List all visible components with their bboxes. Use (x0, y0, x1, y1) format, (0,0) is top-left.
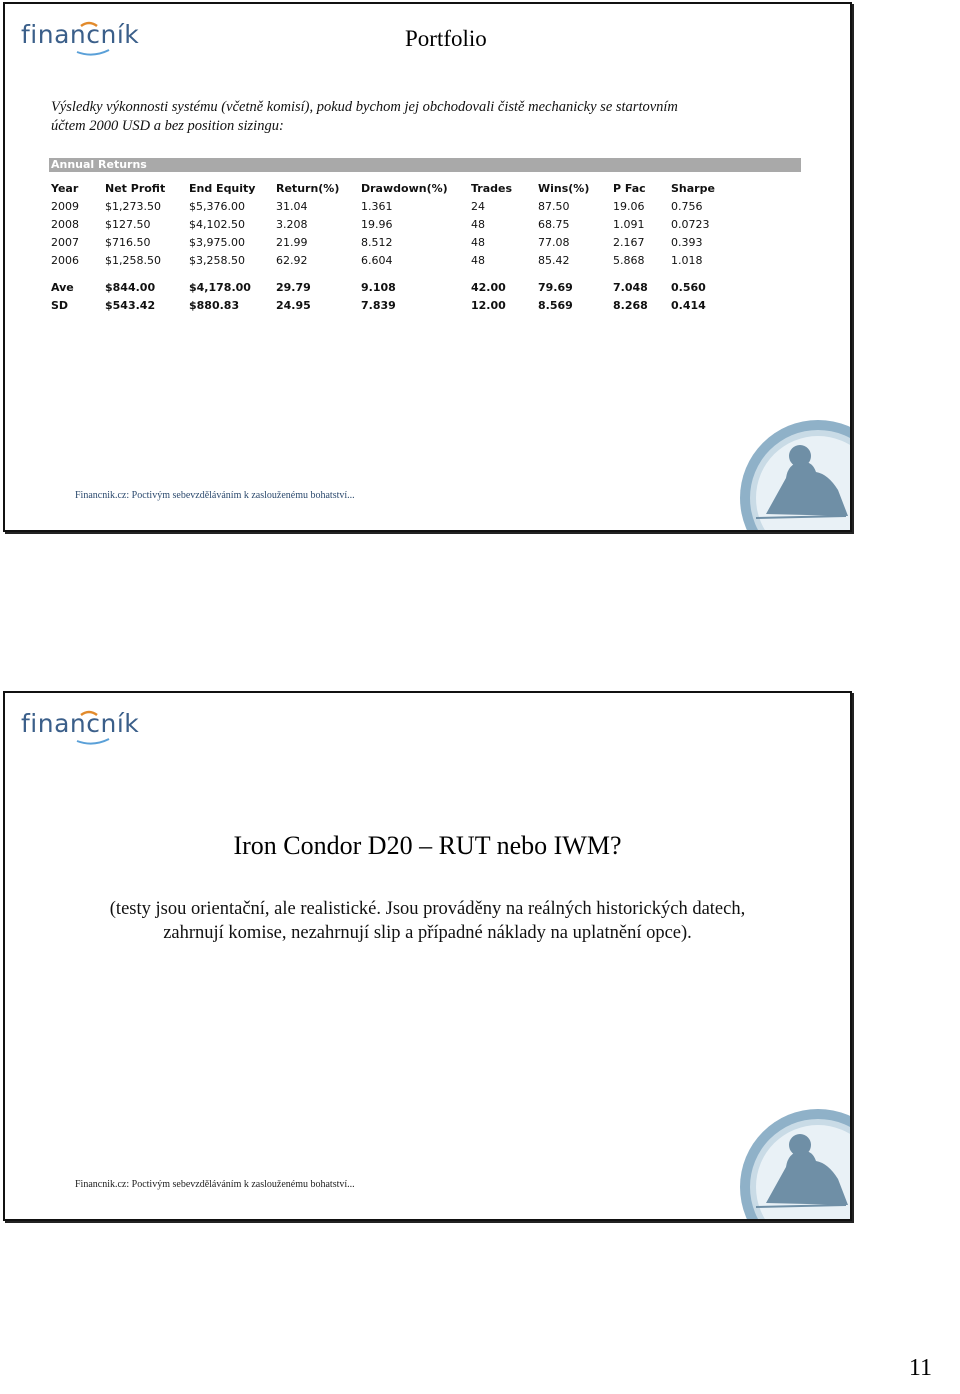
table-band-label: Annual Returns (49, 158, 801, 172)
table-row (49, 251, 741, 269)
intro-line: Výsledky výkonnosti systému (včetně komisí), pokud bychom jej obchodovali čistě mechanicky se startovním (51, 99, 678, 115)
table-cell: 79.69 (538, 280, 573, 294)
table-summary-row (49, 278, 741, 296)
table-cell: $543.42 (105, 298, 156, 312)
column-header: Trades (471, 181, 513, 195)
logo-text: financník (21, 20, 140, 49)
subtitle-line: zahrnují komise, nezahrnují slip a případné náklady na uplatnění opce). (163, 923, 692, 943)
table-cell: 48 (471, 217, 485, 231)
table-cell: 21.99 (276, 235, 308, 249)
table-header-row (49, 179, 741, 197)
column-header: P Fac (613, 181, 646, 195)
table-cell: 2006 (51, 253, 79, 267)
table-cell: 19.96 (361, 217, 393, 231)
slide-title: Portfolio (405, 26, 487, 51)
table-cell: 48 (471, 253, 485, 267)
table-cell: 12.00 (471, 298, 506, 312)
table-cell: 8.512 (361, 235, 393, 249)
intro-text (51, 98, 811, 136)
column-header: End Equity (189, 181, 256, 195)
table-cell: 85.42 (538, 253, 570, 267)
table-cell: 87.50 (538, 199, 570, 213)
table-cell: 0.560 (671, 280, 706, 294)
table-cell: 8.569 (538, 298, 573, 312)
table-cell: $127.50 (105, 217, 151, 231)
table-cell: 0.0723 (671, 217, 710, 231)
thinker-emblem-icon (726, 1105, 852, 1221)
column-header: Return(%) (276, 181, 340, 195)
slide-title: Iron Condor D20 – RUT nebo IWM? (233, 831, 622, 860)
column-header: Drawdown(%) (361, 181, 448, 195)
column-header: Net Profit (105, 181, 166, 195)
table-cell: Ave (51, 280, 74, 294)
returns-table (49, 179, 741, 314)
table-cell: 8.268 (613, 298, 648, 312)
table-summary-row (49, 296, 741, 314)
table-cell: 2.167 (613, 235, 645, 249)
table-cell: 29.79 (276, 280, 311, 294)
table-cell: $3,975.00 (189, 235, 245, 249)
table-cell: 2007 (51, 235, 79, 249)
table-cell: 19.06 (613, 199, 645, 213)
table-cell: 0.414 (671, 298, 706, 312)
slide-subtitle (35, 897, 820, 945)
column-header: Sharpe (671, 181, 715, 195)
table-cell: 5.868 (613, 253, 645, 267)
financnik-logo (21, 707, 156, 747)
table-cell: 24 (471, 199, 485, 213)
table-cell: 24.95 (276, 298, 311, 312)
column-header: Year (51, 181, 79, 195)
table-cell: SD (51, 298, 69, 312)
table-cell: 42.00 (471, 280, 506, 294)
table-cell: 9.108 (361, 280, 396, 294)
table-row (49, 215, 741, 233)
table-cell: 1.091 (613, 217, 645, 231)
slide-portfolio (3, 2, 852, 532)
slide-iron-condor (3, 691, 852, 1221)
table-cell: $4,178.00 (189, 280, 251, 294)
table-cell: $716.50 (105, 235, 151, 249)
financnik-logo (21, 18, 156, 58)
table-cell: 6.604 (361, 253, 393, 267)
thinker-emblem-icon (726, 416, 852, 532)
table-cell: $880.83 (189, 298, 240, 312)
table-cell: 2008 (51, 217, 79, 231)
intro-line: účtem 2000 USD a bez position sizingu: (51, 118, 284, 134)
table-row (49, 233, 741, 251)
table-cell: 1.018 (671, 253, 703, 267)
table-cell: 3.208 (276, 217, 308, 231)
table-cell: $844.00 (105, 280, 156, 294)
table-cell: 2009 (51, 199, 79, 213)
table-cell: 7.839 (361, 298, 396, 312)
table-spacer (49, 269, 741, 278)
slide-footer: Financnik.cz: Poctivým sebevzděláváním k zaslouženému bohatství... (75, 1179, 355, 1190)
table-cell: $1,258.50 (105, 253, 161, 267)
table-cell: $3,258.50 (189, 253, 245, 267)
subtitle-line: (testy jsou orientační, ale realistické. Jsou prováděny na reálných historických datech, (109, 899, 746, 919)
annual-returns-table (49, 158, 801, 314)
table-cell: 68.75 (538, 217, 570, 231)
table-cell: $5,376.00 (189, 199, 245, 213)
table-cell: 0.393 (671, 235, 703, 249)
page-number: 11 (908, 1355, 932, 1381)
table-cell: 62.92 (276, 253, 308, 267)
table-cell: 48 (471, 235, 485, 249)
slide-footer: Financnik.cz: Poctivým sebevzděláváním k zaslouženému bohatství... (75, 490, 355, 501)
logo-text: financník (21, 709, 140, 738)
table-cell: 0.756 (671, 199, 703, 213)
table-cell: 7.048 (613, 280, 648, 294)
column-header: Wins(%) (538, 181, 590, 195)
table-cell: 1.361 (361, 199, 393, 213)
table-cell: $4,102.50 (189, 217, 245, 231)
table-cell: $1,273.50 (105, 199, 161, 213)
table-cell: 77.08 (538, 235, 570, 249)
table-cell: 31.04 (276, 199, 308, 213)
table-row (49, 197, 741, 215)
